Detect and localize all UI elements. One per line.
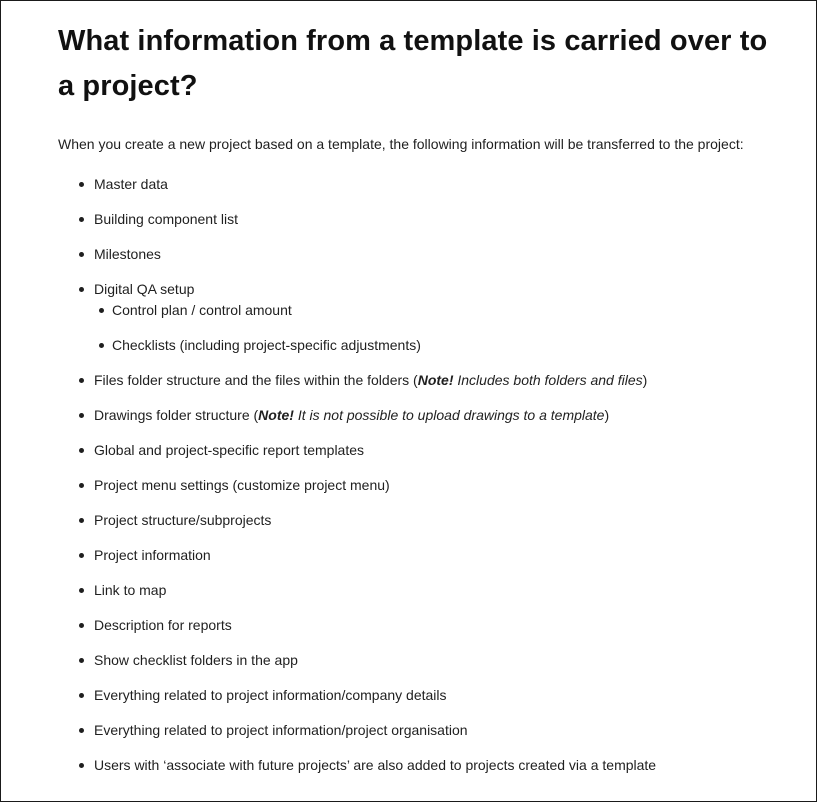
- sublist-item-control-plan: Control plan / control amount: [94, 300, 778, 320]
- list-item-digital-qa-setup: Digital QA setup Control plan / control amount Checklists (including project-specific adjustments): [58, 279, 778, 355]
- list-item-project-organisation: Everything related to project information/project organisation: [58, 720, 778, 740]
- list-item-project-menu-settings: Project menu settings (customize project menu): [58, 475, 778, 495]
- list-item-files-folder-structure: Files folder structure and the files within the folders (Note! Includes both folders and files): [58, 370, 778, 390]
- list-item-link-to-map: Link to map: [58, 580, 778, 600]
- digital-qa-sublist: [94, 300, 778, 355]
- drawings-note-text: It is not possible to upload drawings to a template: [293, 407, 605, 423]
- list-item-building-component-list: Building component list: [58, 209, 778, 229]
- list-item-project-information: Project information: [58, 545, 778, 565]
- list-item-milestones: Milestones: [58, 244, 778, 264]
- list-item-description-for-reports: Description for reports: [58, 615, 778, 635]
- transferred-items-list: [58, 174, 778, 775]
- page-title: What information from a template is carried over to a project?: [58, 25, 768, 102]
- drawings-note-label: Note!: [258, 407, 294, 423]
- list-item-drawings-folder-structure: Drawings folder structure (Note! It is not possible to upload drawings to a template): [58, 405, 778, 425]
- article-content: [58, 19, 778, 790]
- list-item-show-checklist-folders: Show checklist folders in the app: [58, 650, 778, 670]
- list-item-company-details: Everything related to project information/company details: [58, 685, 778, 705]
- list-item-users-future-projects: Users with ‘associate with future projects’ are also added to projects created via a template: [58, 755, 778, 775]
- intro-paragraph: When you create a new project based on a template, the following information will be transferred to the project:: [58, 136, 744, 152]
- list-item-master-data: Master data: [58, 174, 778, 194]
- sublist-item-checklists: Checklists (including project-specific adjustments): [94, 335, 778, 355]
- files-note-text: Includes both folders and files: [453, 372, 643, 388]
- list-item-report-templates: Global and project-specific report templates: [58, 440, 778, 460]
- list-item-project-structure: Project structure/subprojects: [58, 510, 778, 530]
- files-note-label: Note!: [417, 372, 454, 388]
